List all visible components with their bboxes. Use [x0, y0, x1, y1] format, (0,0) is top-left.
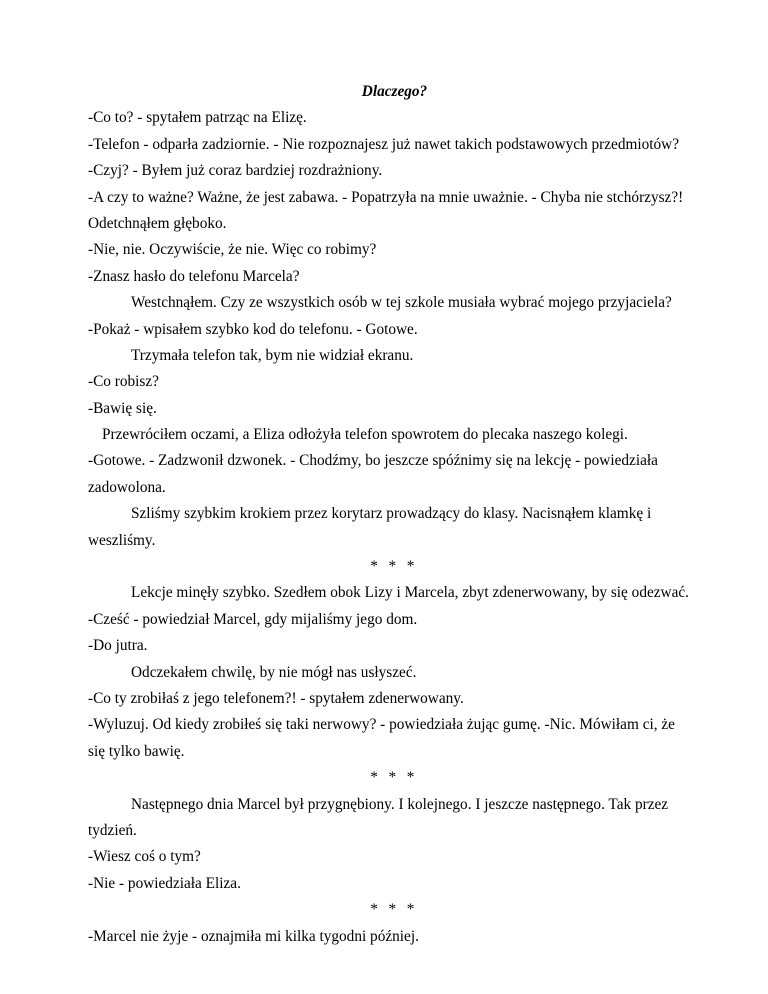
paragraph-line: -Pokaż - wpisałem szybko kod do telefonu. - Gotowe.: [88, 320, 418, 338]
section-separator: * * *: [370, 558, 418, 576]
paragraph-line: Trzymała telefon tak, bym nie widział ekranu.: [131, 346, 414, 364]
paragraph-line: Lekcje minęły szybko. Szedłem obok Lizy i Marcela, zbyt zdenerwowany, by się odezwać.: [131, 584, 689, 602]
paragraph-line: -Do jutra.: [88, 637, 148, 655]
paragraph-line: -Marcel nie żyje - oznajmiła mi kilka tygodni później.: [88, 927, 419, 945]
section-separator: * * *: [370, 769, 418, 787]
document-body: [88, 79, 688, 950]
paragraph-line: -A czy to ważne? Ważne, że jest zabawa. - Popatrzyła na mnie uważnie. - Chyba nie stchórzysz?!: [88, 188, 684, 206]
document-title: Dlaczego?: [361, 83, 428, 100]
section-separator: * * *: [370, 901, 418, 919]
paragraph-line: -Telefon - odparła zadziornie. - Nie rozpoznajesz już nawet takich podstawowych przedmiotów?: [88, 135, 680, 153]
paragraph-line: -Cześć - powiedział Marcel, gdy mijaliśmy jego dom.: [88, 610, 418, 628]
paragraph-line: tydzień.: [88, 821, 137, 839]
paragraph-line: -Wiesz coś o tym?: [88, 848, 201, 866]
paragraph-line: Następnego dnia Marcel był przygnębiony. I kolejnego. I jeszcze następnego. Tak przez: [131, 795, 669, 813]
paragraph-line: się tylko bawię.: [88, 742, 185, 760]
paragraph-line: zadowolona.: [88, 478, 166, 496]
paragraph-line: -Wyluzuj. Od kiedy zrobiłeś się taki nerwowy? - powiedziała żując gumę. -Nic. Mówiłam ci, że: [88, 716, 675, 734]
paragraph-line: -Nie - powiedziała Eliza.: [88, 874, 241, 892]
paragraph-line: Westchnąłem. Czy ze wszystkich osób w tej szkole musiała wybrać mojego przyjaciela?: [131, 294, 672, 312]
paragraph-line: -Nie, nie. Oczywiście, że nie. Więc co robimy?: [88, 241, 377, 259]
paragraph-line: -Czyj? - Byłem już coraz bardziej rozdrażniony.: [88, 162, 383, 180]
paragraph-line: Odetchnąłem głęboko.: [88, 214, 227, 232]
paragraph-line: -Gotowe. - Zadzwonił dzwonek. - Chodźmy, bo jeszcze spóźnimy się na lekcję - powiedziała: [88, 452, 658, 470]
paragraph-line: Szliśmy szybkim krokiem przez korytarz prowadzący do klasy. Nacisnąłem klamkę i: [131, 505, 652, 523]
paragraph-line: Przewróciłem oczami, a Eliza odłożyła telefon spowrotem do plecaka naszego kolegi.: [102, 426, 628, 444]
paragraph-line: -Co robisz?: [88, 373, 159, 391]
paragraph-line: -Bawię się.: [88, 399, 157, 417]
paragraph-line: weszliśmy.: [88, 531, 156, 549]
paragraph-line: -Co to? - spytałem patrząc na Elizę.: [88, 109, 307, 127]
paragraph-line: -Co ty zrobiłaś z jego telefonem?! - spytałem zdenerwowany.: [88, 689, 464, 707]
paragraph-line: Odczekałem chwilę, by nie mógł nas usłyszeć.: [131, 663, 417, 681]
paragraph-line: -Znasz hasło do telefonu Marcela?: [88, 267, 300, 285]
